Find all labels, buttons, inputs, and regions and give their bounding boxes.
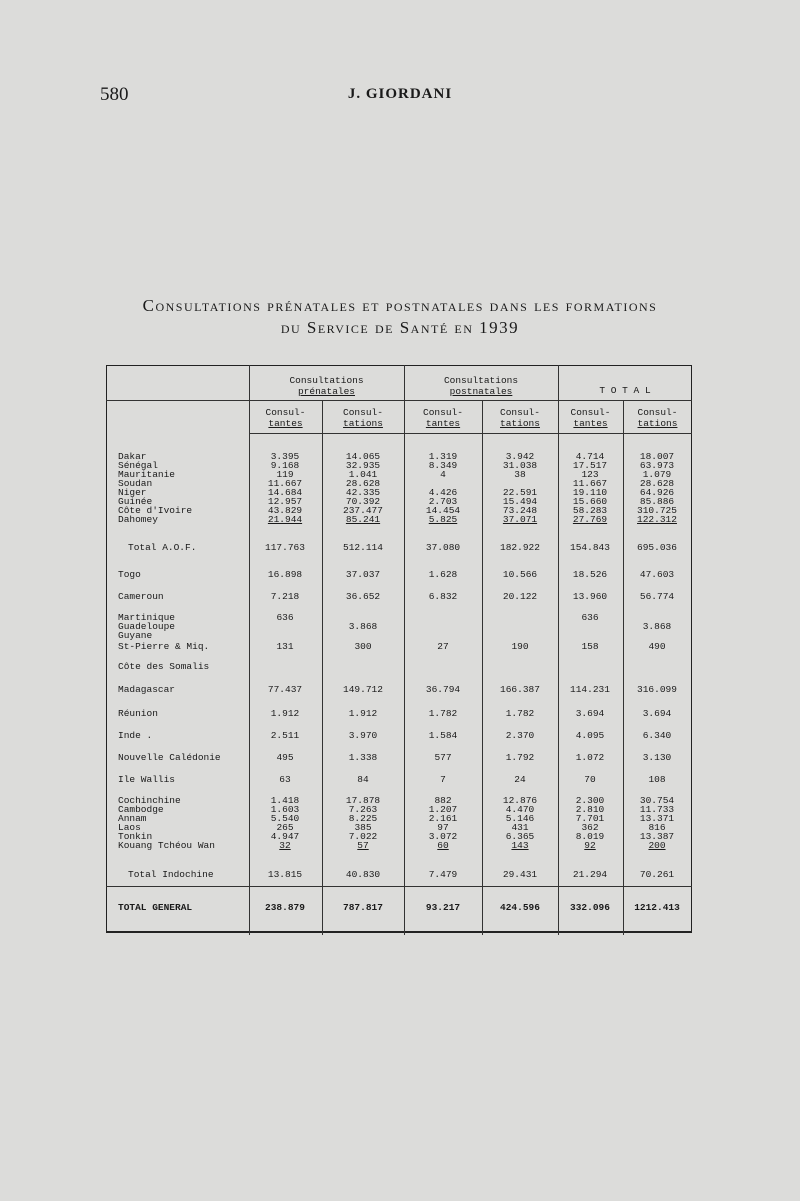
row-label: Kouang Tchéou Wan <box>118 840 215 851</box>
row-label: Guinée <box>118 496 153 507</box>
table-cell: 1.338 <box>348 752 378 763</box>
table-cell: 117.763 <box>265 542 305 553</box>
table-cell: 64.926 <box>639 487 675 498</box>
row-label: Niger <box>118 487 147 498</box>
table-cell: 2.370 <box>505 730 535 741</box>
table-cell: 6.365 <box>505 831 535 842</box>
row-label: Ile Wallis <box>118 774 176 785</box>
table-cell: 362 <box>581 822 599 833</box>
table-cell: 11.733 <box>639 804 675 815</box>
table-cell: 310.725 <box>637 505 677 516</box>
header-rule <box>249 433 692 434</box>
table-cell: 57 <box>357 840 369 851</box>
table-cell: 1.079 <box>642 469 672 480</box>
table-cell: 154.843 <box>570 542 610 553</box>
table-cell: 13.815 <box>267 869 303 880</box>
table-cell: 385 <box>354 822 372 833</box>
table-cell: 1.912 <box>270 708 300 719</box>
row-label: Cochinchine <box>118 795 181 806</box>
group-header-total: T O T A L <box>599 385 651 396</box>
table-cell: 36.794 <box>425 684 461 695</box>
row-label: Tonkin <box>118 831 153 842</box>
table-cell: 37.037 <box>345 569 381 580</box>
table-cell: 316.099 <box>637 684 677 695</box>
table-cell: 14.684 <box>267 487 303 498</box>
table-cell: 431 <box>511 822 529 833</box>
table-cell: 28.628 <box>639 478 675 489</box>
table-cell: 1.628 <box>428 569 458 580</box>
row-label: Guyane <box>118 630 153 641</box>
table-cell: 1.072 <box>575 752 605 763</box>
table-cell: 36.652 <box>345 591 381 602</box>
table-cell: 12.957 <box>267 496 303 507</box>
consultations-table <box>106 365 692 935</box>
table-cell: 1.792 <box>505 752 535 763</box>
row-label: Sénégal <box>118 460 158 471</box>
table-cell: 70.392 <box>345 496 381 507</box>
header-rule <box>106 400 692 401</box>
table-cell: 37.080 <box>425 542 461 553</box>
table-cell: 11.667 <box>267 478 303 489</box>
table-cell: 1.782 <box>505 708 535 719</box>
table-cell: 13.371 <box>639 813 675 824</box>
table-cell: 18.526 <box>572 569 608 580</box>
table-cell: 42.335 <box>345 487 381 498</box>
table-cell: 131 <box>276 641 294 652</box>
title-line-2: du Service de Santé en 1939 <box>280 318 520 337</box>
table-cell: 2.511 <box>270 730 300 741</box>
table-cell: 200 <box>648 840 666 851</box>
table-cell: 97 <box>437 822 449 833</box>
table-cell: 28.628 <box>345 478 381 489</box>
running-head: J. GIORDANI <box>347 86 453 102</box>
table-cell: 19.110 <box>572 487 608 498</box>
table-cell: 13.387 <box>639 831 675 842</box>
table-cell: 17.878 <box>345 795 381 806</box>
table-cell: 577 <box>434 752 452 763</box>
col-rule <box>482 400 483 935</box>
table-cell: 6.832 <box>428 591 458 602</box>
table-cell: 8.349 <box>428 460 458 471</box>
table-cell: 1.418 <box>270 795 300 806</box>
table-cell: 12.876 <box>502 795 538 806</box>
table-cell: 1.912 <box>348 708 378 719</box>
table-cell: 424.596 <box>500 902 540 913</box>
group-header-postnatal: Consultations postnatales <box>443 375 519 397</box>
table-cell: 3.868 <box>642 621 672 632</box>
table-cell: 15.494 <box>502 496 538 507</box>
table-cell: 4.947 <box>270 831 300 842</box>
table-cell: 2.703 <box>428 496 458 507</box>
table-cell: 56.774 <box>639 591 675 602</box>
table-cell: 13.960 <box>572 591 608 602</box>
row-label: Nouvelle Calédonie <box>118 752 221 763</box>
row-label: TOTAL GENERAL <box>118 902 193 913</box>
total-rule <box>106 886 692 887</box>
table-cell: 31.038 <box>502 460 538 471</box>
table-cell: 5.540 <box>270 813 300 824</box>
table-cell: 16.898 <box>267 569 303 580</box>
row-label: Côte des Somalis <box>118 661 210 672</box>
table-cell: 816 <box>648 822 666 833</box>
table-cell: 85.241 <box>345 514 381 525</box>
table-cell: 8.225 <box>348 813 378 824</box>
table-cell: 40.830 <box>345 869 381 880</box>
table-cell: 237.477 <box>343 505 383 516</box>
table-cell: 143 <box>511 840 529 851</box>
table-cell: 17.517 <box>572 460 608 471</box>
table-cell: 7.218 <box>270 591 300 602</box>
table-cell: 2.300 <box>575 795 605 806</box>
table-cell: 5.146 <box>505 813 535 824</box>
table-cell: 3.942 <box>505 451 535 462</box>
table-cell: 32 <box>279 840 291 851</box>
table-cell: 18.007 <box>639 451 675 462</box>
row-label: Mauritanie <box>118 469 176 480</box>
table-cell: 7.022 <box>348 831 378 842</box>
table-cell: 3.694 <box>642 708 672 719</box>
table-cell: 332.096 <box>570 902 610 913</box>
table-cell: 93.217 <box>425 902 461 913</box>
col-rule <box>404 365 405 935</box>
table-cell: 182.922 <box>500 542 540 553</box>
table-cell: 4.470 <box>505 804 535 815</box>
col-rule <box>249 365 250 935</box>
row-label: Total A.O.F. <box>128 542 197 553</box>
table-cell: 2.810 <box>575 804 605 815</box>
table-cell: 15.660 <box>572 496 608 507</box>
table-cell: 60 <box>437 840 449 851</box>
table-cell: 84 <box>357 774 369 785</box>
row-label: Togo <box>118 569 141 580</box>
table-cell: 3.970 <box>348 730 378 741</box>
table-cell: 6.340 <box>642 730 672 741</box>
table-cell: 158 <box>581 641 599 652</box>
table-cell: 122.312 <box>637 514 677 525</box>
table-cell: 114.231 <box>570 684 610 695</box>
table-cell: 70 <box>584 774 596 785</box>
table-cell: 490 <box>648 641 666 652</box>
table-cell: 27 <box>437 641 449 652</box>
subheader: Consul- tations <box>500 407 540 429</box>
table-cell: 14.065 <box>345 451 381 462</box>
table-cell: 7.263 <box>348 804 378 815</box>
table-cell: 14.454 <box>425 505 461 516</box>
table-cell: 300 <box>354 641 372 652</box>
subheader: Consul- tantes <box>570 407 611 429</box>
table-cell: 190 <box>511 641 529 652</box>
table-cell: 149.712 <box>343 684 383 695</box>
table-cell: 1.207 <box>428 804 458 815</box>
title-line-1: Consultations prénatales et postnatales dans les formations <box>142 296 658 315</box>
table-cell: 4 <box>440 469 446 480</box>
table-cell: 4.426 <box>428 487 458 498</box>
table-cell: 22.591 <box>502 487 538 498</box>
table-cell: 238.879 <box>265 902 305 913</box>
table-cell: 1.041 <box>348 469 378 480</box>
table-cell: 1.319 <box>428 451 458 462</box>
row-label: Inde . <box>118 730 153 741</box>
row-label: Cambodge <box>118 804 164 815</box>
table-cell: 47.603 <box>639 569 675 580</box>
row-label: Côte d'Ivoire <box>118 505 193 516</box>
table-cell: 787.817 <box>343 902 383 913</box>
table-cell: 30.754 <box>639 795 675 806</box>
row-label: Dakar <box>118 451 147 462</box>
table-cell: 8.019 <box>575 831 605 842</box>
table-cell: 27.769 <box>572 514 608 525</box>
table-cell: 495 <box>276 752 294 763</box>
table-cell: 29.431 <box>502 869 538 880</box>
table-cell: 119 <box>276 469 294 480</box>
row-label: Laos <box>118 822 141 833</box>
table-cell: 166.387 <box>500 684 540 695</box>
table-cell: 695.036 <box>637 542 677 553</box>
table-cell: 10.566 <box>502 569 538 580</box>
row-label: Total Indochine <box>128 869 214 880</box>
table-cell: 4.095 <box>575 730 605 741</box>
table-cell: 63 <box>279 774 291 785</box>
row-label: Dahomey <box>118 514 158 525</box>
table-cell: 73.248 <box>502 505 538 516</box>
table-cell: 2.161 <box>428 813 458 824</box>
row-label: Cameroun <box>118 591 164 602</box>
row-label: Guadeloupe <box>118 621 176 632</box>
page-number: 580 <box>100 84 129 105</box>
row-label: Martinique <box>118 612 176 623</box>
table-cell: 38 <box>514 469 526 480</box>
table-cell: 265 <box>276 822 294 833</box>
table-cell: 1.603 <box>270 804 300 815</box>
table-cell: 3.868 <box>348 621 378 632</box>
table-cell: 92 <box>584 840 596 851</box>
table-cell: 7 <box>440 774 446 785</box>
table-cell: 636 <box>581 612 599 623</box>
table-cell: 20.122 <box>502 591 538 602</box>
table-cell: 3.395 <box>270 451 300 462</box>
table-cell: 108 <box>648 774 666 785</box>
subheader: Consul- tantes <box>423 407 463 429</box>
table-cell: 21.944 <box>267 514 303 525</box>
table-cell: 1.584 <box>428 730 458 741</box>
table-cell: 37.071 <box>502 514 538 525</box>
table-cell: 24 <box>514 774 526 785</box>
table-cell: 882 <box>434 795 452 806</box>
table-cell: 63.973 <box>639 460 675 471</box>
table-cell: 70.261 <box>639 869 675 880</box>
table-cell: 3.130 <box>642 752 672 763</box>
table-cell: 9.168 <box>270 460 300 471</box>
table-cell: 512.114 <box>343 542 383 553</box>
table-cell: 11.667 <box>572 478 608 489</box>
row-label: St-Pierre & Miq. <box>118 641 210 652</box>
subheader: Consul- tations <box>343 407 383 429</box>
table-cell: 3.694 <box>575 708 605 719</box>
table-cell: 21.294 <box>572 869 608 880</box>
row-label: Madagascar <box>118 684 176 695</box>
col-rule <box>322 400 323 935</box>
subheader: Consul- tations <box>637 407 678 429</box>
table-cell: 5.825 <box>428 514 458 525</box>
table-cell: 636 <box>276 612 294 623</box>
row-label: Soudan <box>118 478 153 489</box>
table-title <box>0 295 800 339</box>
table-cell: 3.072 <box>428 831 458 842</box>
group-header-prenatal: Consultations prénatales <box>289 375 364 397</box>
table-cell: 7.479 <box>428 869 458 880</box>
subheader: Consul- tantes <box>265 407 306 429</box>
table-cell: 32.935 <box>345 460 381 471</box>
table-cell: 58.283 <box>572 505 608 516</box>
row-label: Réunion <box>118 708 158 719</box>
table-cell: 7.701 <box>575 813 605 824</box>
table-cell: 43.829 <box>267 505 303 516</box>
table-cell: 85.886 <box>639 496 675 507</box>
table-cell: 1.782 <box>428 708 458 719</box>
table-cell: 77.437 <box>267 684 303 695</box>
table-cell: 1212.413 <box>634 902 680 913</box>
table-cell: 4.714 <box>575 451 605 462</box>
row-label: Annam <box>118 813 147 824</box>
table-cell: 123 <box>581 469 599 480</box>
